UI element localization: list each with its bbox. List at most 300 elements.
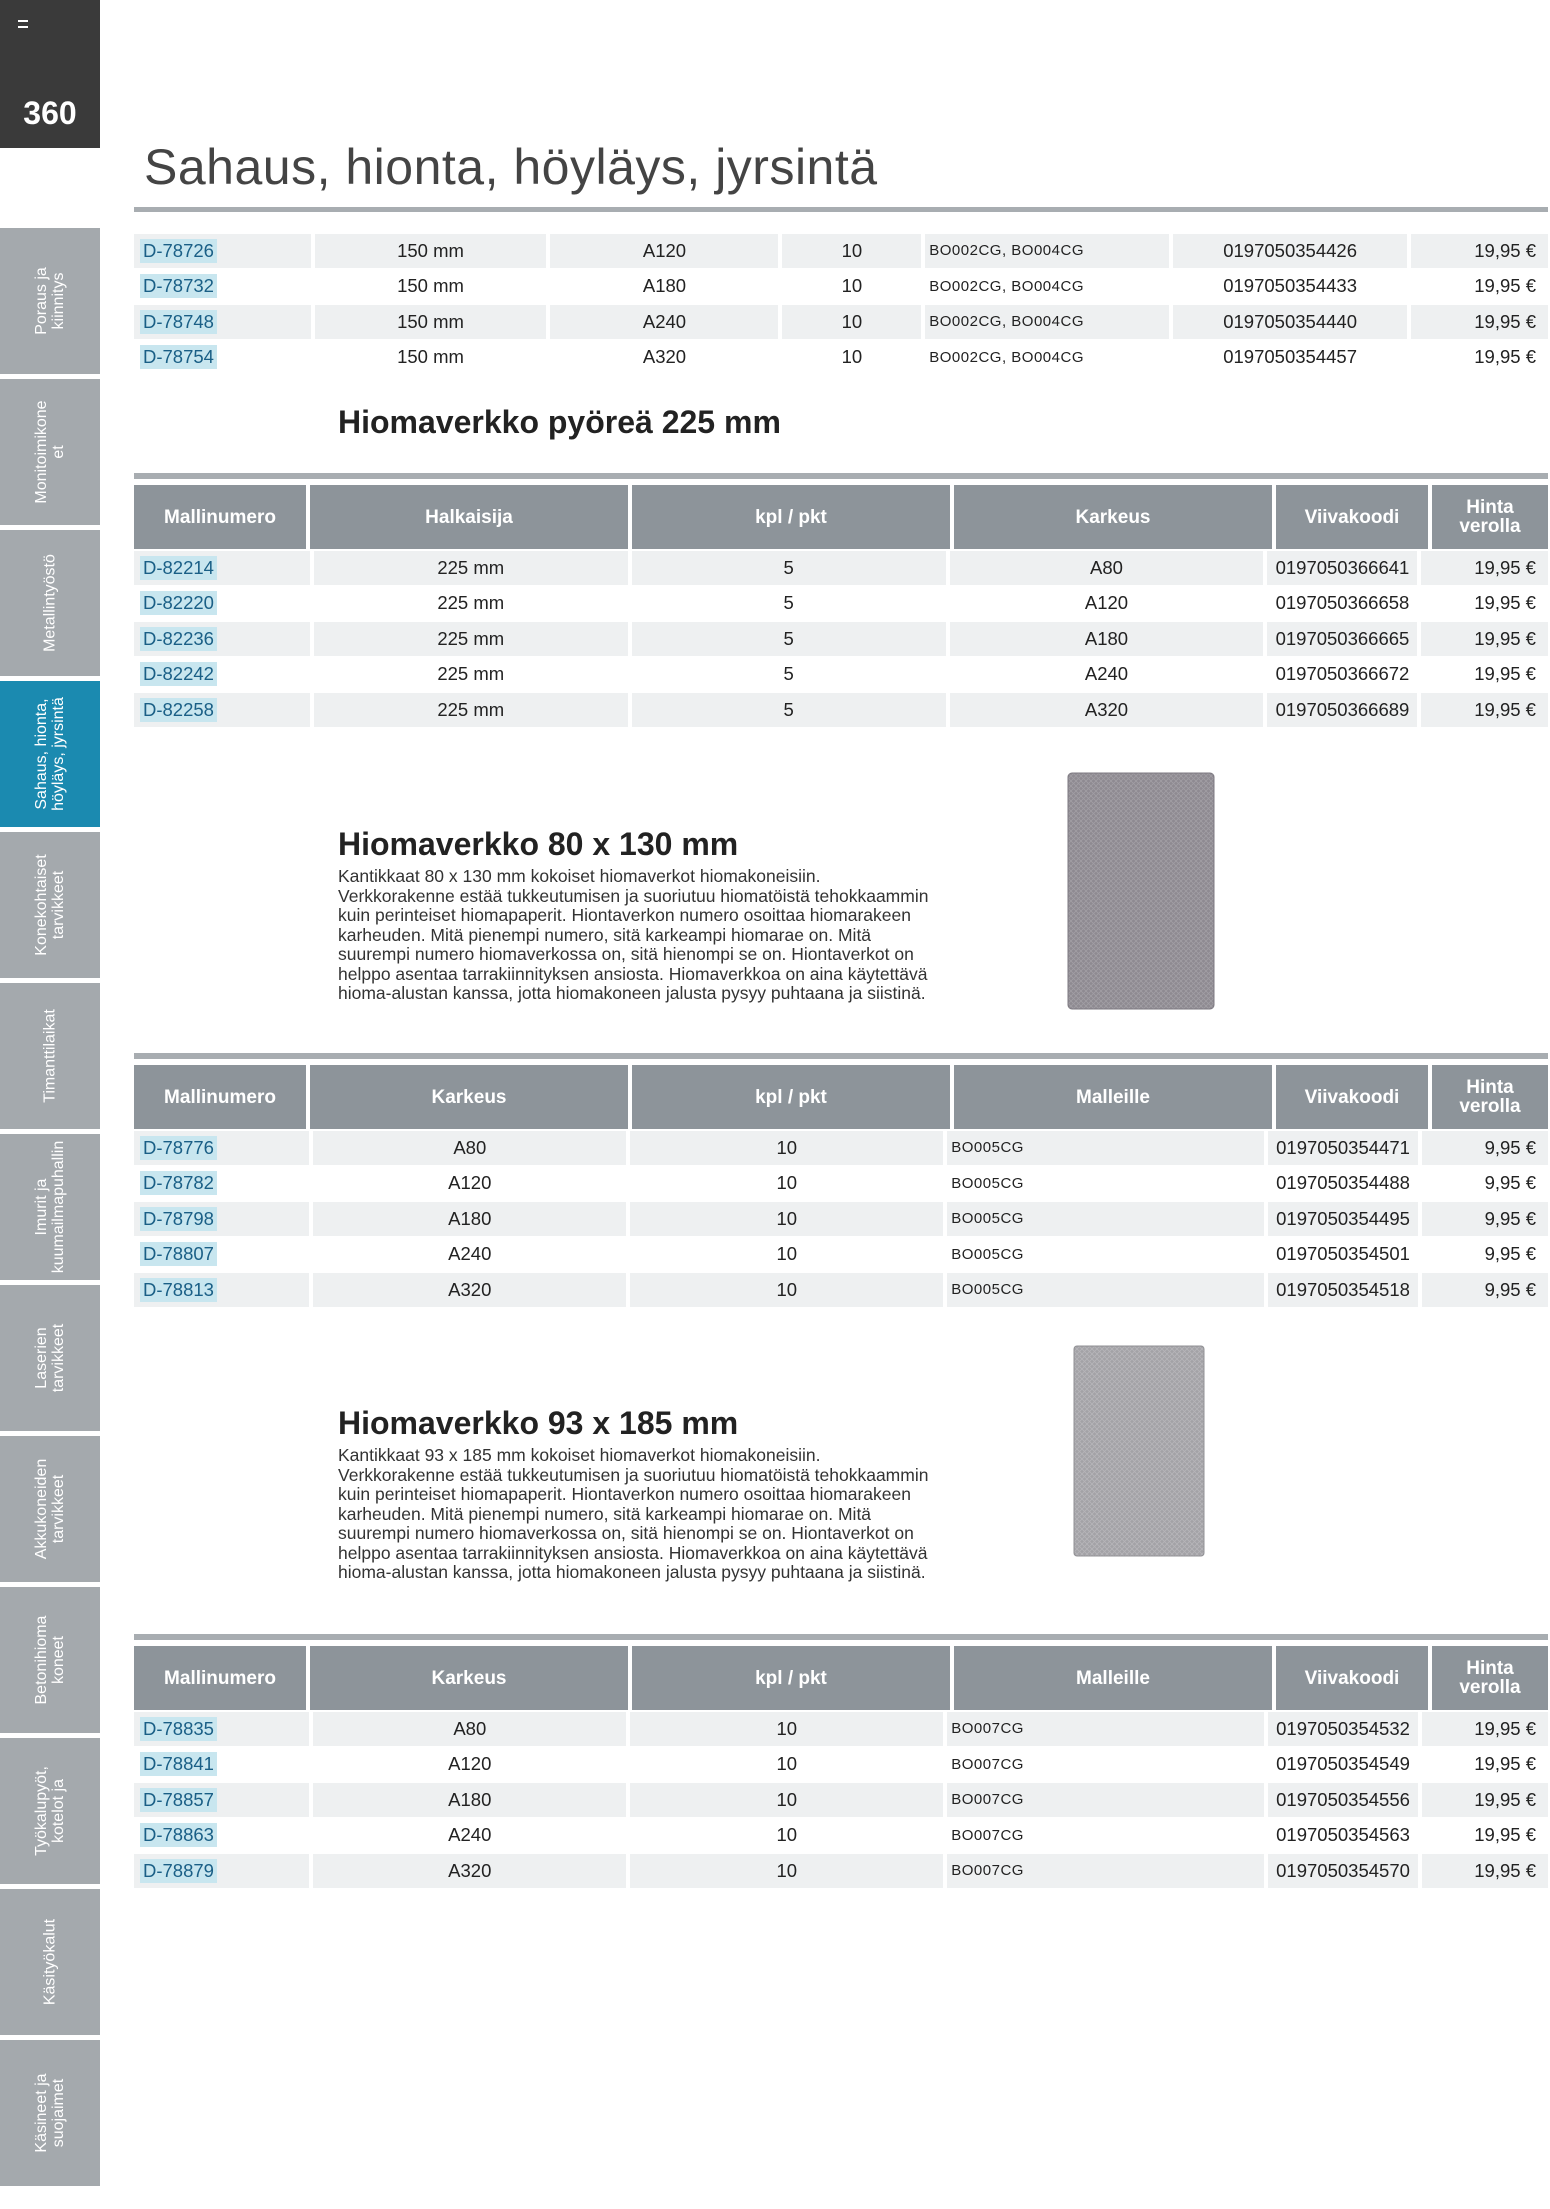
- cell-text: A320: [448, 1859, 492, 1881]
- table-cell: [1422, 1783, 1548, 1817]
- table-cell: [947, 1712, 1264, 1746]
- cell-text: 0197050354433: [1223, 275, 1357, 296]
- table-cell: [550, 340, 778, 374]
- model-number: D-78798: [140, 1207, 217, 1231]
- column-header: Hinta verolla: [1432, 1646, 1548, 1710]
- table-cell: [950, 657, 1264, 691]
- cell-text: A120: [1084, 592, 1129, 613]
- table-cell: [134, 622, 310, 656]
- column-header: kpl / pkt: [632, 1065, 950, 1129]
- cell-text: 225 mm: [437, 556, 505, 578]
- cell-text: 19,95 €: [1474, 310, 1536, 332]
- cell-text: BO007CG: [951, 1755, 1024, 1773]
- sidebar-tab-label: Imurit ja kuumailmapuhallin: [33, 1140, 67, 1274]
- table-cell: [1267, 693, 1417, 727]
- table-cell: [134, 693, 310, 727]
- cell-text: 0197050354426: [1223, 239, 1357, 261]
- table-cell: [947, 1783, 1264, 1817]
- table-cell: [630, 1783, 943, 1817]
- sidebar-tab-label: Monitoimikone et: [33, 400, 67, 504]
- sidebar-tab[interactable]: [0, 1436, 100, 1582]
- sidebar-tab-label: Metallintyöstö: [41, 554, 59, 652]
- table-cell: [632, 551, 946, 585]
- table-cell: [925, 305, 1169, 339]
- model-number: D-78754: [140, 345, 217, 369]
- table-cell: [134, 1818, 309, 1852]
- table-cell: [947, 1237, 1264, 1271]
- table-cell: [134, 1202, 309, 1236]
- cell-text: A240: [448, 1824, 492, 1845]
- table-header: [134, 1065, 1548, 1129]
- cell-text: 225 mm: [437, 627, 505, 649]
- table-cell: [630, 1131, 943, 1165]
- column-header: Hinta verolla: [1432, 1065, 1548, 1129]
- table-cell: [314, 622, 628, 656]
- cell-text: 0197050366665: [1275, 627, 1410, 649]
- cell-text: A320: [642, 346, 687, 367]
- table-cell: [1421, 551, 1548, 585]
- table-cell: [313, 1854, 626, 1888]
- column-header: Viivakoodi: [1276, 1065, 1428, 1129]
- sidebar-tab[interactable]: [0, 530, 100, 676]
- sidebar-tab[interactable]: [0, 983, 100, 1129]
- cell-text: 19,95 €: [1474, 627, 1536, 649]
- section-description-80x130: Kantikkaat 80 x 130 mm kokoiset hiomaverkot hiomakoneisiin. Verkkorakenne estää tukkeutumisen ja suoriutuu hiomatöistä tehokkaammin kuin perinteiset hiomapaperit. Hiontaverkon numero osoittaa hiomarakeen karheuden. Mitä pienempi numero, sitä karkeampi hiomarae on. Mitä suurempi numero hiomaverkossa on, sitä hienompi se on. Hiontaverkot on helppo asentaa tarrakiinnityksen ansiosta. Hiomaverkkoa on aina käytettävä hioma-alustan kanssa, jotta hiomakoneen jalusta pysyy puhtaana ja siistinä.: [338, 866, 929, 1003]
- table-cell: [782, 269, 921, 303]
- cell-text: 10: [841, 239, 863, 261]
- cell-text: A120: [448, 1753, 492, 1774]
- table-80x130: [134, 1053, 1548, 1307]
- table-cell: [950, 586, 1264, 620]
- table-cell: [1422, 1747, 1548, 1781]
- table-row: [134, 1237, 1548, 1271]
- model-number: D-82236: [140, 627, 217, 651]
- cell-text: 10: [776, 1717, 798, 1739]
- page-number: 360: [23, 95, 77, 131]
- table-cell: [313, 1712, 626, 1746]
- model-number: D-78857: [140, 1788, 217, 1812]
- table-cell: [1173, 234, 1407, 268]
- category-tabs: [0, 228, 100, 2191]
- table-cell: [1268, 1202, 1418, 1236]
- table-cell: [134, 551, 310, 585]
- table-cell: [314, 693, 628, 727]
- cell-text: 0197050354556: [1276, 1788, 1410, 1810]
- cell-text: A240: [642, 310, 687, 332]
- cell-text: 10: [776, 1278, 798, 1300]
- sidebar-tab-label: Betonihioma koneet: [33, 1615, 67, 1705]
- cell-text: 150 mm: [397, 346, 464, 367]
- category-sidebar: [0, 0, 100, 2209]
- table-cell: [1173, 340, 1407, 374]
- page-title: Sahaus, hionta, höyläys, jyrsintä: [144, 139, 878, 195]
- table-cell: [1421, 657, 1548, 691]
- cell-text: 225 mm: [437, 698, 505, 720]
- table-cell: [313, 1131, 626, 1165]
- model-number: D-78748: [140, 310, 217, 334]
- cell-text: 10: [776, 1824, 798, 1845]
- table-cell: [925, 340, 1169, 374]
- table-cell: [950, 622, 1264, 656]
- model-number: D-82242: [140, 662, 217, 686]
- menu-icon: [18, 20, 28, 28]
- model-number: D-78726: [140, 239, 217, 263]
- table-cell: [630, 1818, 943, 1852]
- cell-text: BO005CG: [951, 1174, 1024, 1192]
- table-cell: [1421, 693, 1548, 727]
- sidebar-tab[interactable]: [0, 1738, 100, 1884]
- table-divider: [134, 1634, 1548, 1640]
- table-cell: [947, 1818, 1264, 1852]
- cell-text: 225 mm: [437, 663, 505, 684]
- cell-text: A320: [1084, 698, 1129, 720]
- table-cell: [1268, 1747, 1418, 1781]
- table-cell: [950, 693, 1264, 727]
- cell-text: 0197050354495: [1276, 1207, 1410, 1229]
- cell-text: 0197050354532: [1276, 1717, 1410, 1739]
- model-number: D-82220: [140, 591, 217, 615]
- table-cell: [550, 305, 778, 339]
- table-row: [134, 1747, 1548, 1781]
- cell-text: A120: [448, 1172, 492, 1193]
- column-header: Karkeus: [954, 485, 1272, 549]
- table-cell: [134, 586, 310, 620]
- table-cell: [1411, 234, 1548, 268]
- cell-text: 9,95 €: [1484, 1207, 1536, 1229]
- sidebar-tab[interactable]: [0, 832, 100, 978]
- table-cell: [134, 305, 311, 339]
- table-150mm: [134, 232, 1548, 374]
- table-row: [134, 1818, 1548, 1852]
- model-number: D-78841: [140, 1752, 217, 1776]
- table-cell: [782, 340, 921, 374]
- table-cell: [1268, 1854, 1418, 1888]
- table-cell: [630, 1202, 943, 1236]
- cell-text: 9,95 €: [1484, 1136, 1536, 1158]
- table-row: [134, 305, 1548, 339]
- cell-text: 9,95 €: [1484, 1172, 1536, 1193]
- table-row: [134, 586, 1548, 620]
- table-cell: [925, 269, 1169, 303]
- table-cell: [1422, 1854, 1548, 1888]
- cell-text: 19,95 €: [1474, 1824, 1536, 1845]
- sanding-mesh-80x130-image: [1066, 771, 1216, 1011]
- sidebar-tab-label: Konekohtaiset tarvikkeet: [33, 854, 67, 956]
- sidebar-tab[interactable]: [0, 379, 100, 525]
- table-cell: [1422, 1131, 1548, 1165]
- sidebar-tab[interactable]: [0, 1587, 100, 1733]
- table-cell: [313, 1202, 626, 1236]
- section-heading-93x185: Hiomaverkko 93 x 185 mm: [338, 1405, 739, 1441]
- table-cell: [1268, 1131, 1418, 1165]
- cell-text: 5: [783, 663, 794, 684]
- table-row: [134, 693, 1548, 727]
- table-row: [134, 622, 1548, 656]
- table-cell: [1422, 1712, 1548, 1746]
- cell-text: 10: [776, 1859, 798, 1881]
- table-cell: [134, 1783, 309, 1817]
- table-divider: [134, 473, 1548, 479]
- cell-text: 5: [783, 592, 794, 613]
- cell-text: 10: [841, 346, 863, 367]
- sanding-mesh-93x185-image: [1072, 1344, 1206, 1558]
- table-225mm: [134, 473, 1548, 727]
- cell-text: A80: [1090, 556, 1123, 578]
- cell-text: 0197050354488: [1276, 1172, 1410, 1193]
- cell-text: BO007CG: [951, 1826, 1024, 1844]
- cell-text: 225 mm: [437, 592, 505, 613]
- table-row: [134, 1783, 1548, 1817]
- table-row: [134, 269, 1548, 303]
- column-header: Malleille: [954, 1065, 1272, 1129]
- table-cell: [313, 1166, 626, 1200]
- section-heading-225mm: Hiomaverkko pyöreä 225 mm: [338, 404, 781, 440]
- cell-text: A180: [448, 1207, 492, 1229]
- cell-text: 10: [841, 275, 863, 296]
- table-cell: [1422, 1237, 1548, 1271]
- sidebar-tab[interactable]: [0, 2040, 100, 2186]
- model-number: D-78732: [140, 274, 217, 298]
- cell-text: 0197050354563: [1276, 1824, 1410, 1845]
- cell-text: BO005CG: [951, 1245, 1024, 1263]
- table-cell: [630, 1712, 943, 1746]
- cell-text: 10: [776, 1788, 798, 1810]
- cell-text: 10: [776, 1172, 798, 1193]
- column-header: kpl / pkt: [632, 1646, 950, 1710]
- table-row: [134, 1273, 1548, 1307]
- table-cell: [550, 234, 778, 268]
- table-cell: [134, 234, 311, 268]
- table-cell: [632, 586, 946, 620]
- cell-text: 0197050366641: [1275, 556, 1410, 578]
- cell-text: 19,95 €: [1474, 1859, 1536, 1881]
- column-header: Mallinumero: [134, 1065, 306, 1129]
- table-cell: [134, 1747, 309, 1781]
- table-cell: [314, 657, 628, 691]
- cell-text: 10: [841, 310, 863, 332]
- cell-text: 0197050366672: [1275, 663, 1410, 684]
- table-cell: [632, 622, 946, 656]
- model-number: D-78863: [140, 1823, 217, 1847]
- table-cell: [313, 1747, 626, 1781]
- table-cell: [134, 269, 311, 303]
- column-header: Malleille: [954, 1646, 1272, 1710]
- table-row: [134, 657, 1548, 691]
- cell-text: 150 mm: [397, 239, 464, 261]
- table-cell: [134, 1237, 309, 1271]
- table-cell: [632, 657, 946, 691]
- cell-text: BO002CG, BO004CG: [929, 242, 1084, 259]
- column-header: Mallinumero: [134, 1646, 306, 1710]
- table-cell: [630, 1273, 943, 1307]
- model-number: D-78813: [140, 1278, 217, 1302]
- column-header: Hinta verolla: [1432, 485, 1548, 549]
- table-cell: [313, 1818, 626, 1852]
- table-cell: [950, 551, 1264, 585]
- cell-text: 0197050354457: [1223, 346, 1357, 367]
- table-cell: [314, 586, 628, 620]
- table-row: [134, 1712, 1548, 1746]
- table-cell: [1268, 1783, 1418, 1817]
- table-cell: [1422, 1166, 1548, 1200]
- table-cell: [947, 1854, 1264, 1888]
- cell-text: BO005CG: [951, 1281, 1024, 1298]
- cell-text: 150 mm: [397, 310, 464, 332]
- table-cell: [1267, 657, 1417, 691]
- column-header: kpl / pkt: [632, 485, 950, 549]
- cell-text: 19,95 €: [1474, 346, 1536, 367]
- sidebar-tab-label: Sahaus, hionta, höyläys, jyrsintä: [33, 697, 67, 811]
- table-row: [134, 1131, 1548, 1165]
- cell-text: 19,95 €: [1474, 698, 1536, 720]
- sidebar-tab-label: Akkukoneiden tarvikkeet: [33, 1458, 67, 1560]
- table-cell: [313, 1273, 626, 1307]
- table-body: [134, 234, 1548, 375]
- table-cell: [1411, 305, 1548, 339]
- table-cell: [1268, 1273, 1418, 1307]
- cell-text: 0197050354570: [1276, 1859, 1410, 1881]
- model-number: D-78807: [140, 1242, 217, 1266]
- cell-text: 9,95 €: [1484, 1278, 1536, 1300]
- table-cell: [134, 657, 310, 691]
- cell-text: A240: [1084, 663, 1129, 684]
- cell-text: 19,95 €: [1474, 1753, 1536, 1774]
- table-cell: [134, 340, 311, 374]
- table-cell: [632, 693, 946, 727]
- table-cell: [313, 1783, 626, 1817]
- model-number: D-82258: [140, 698, 217, 722]
- table-cell: [947, 1747, 1264, 1781]
- cell-text: A180: [1084, 627, 1129, 649]
- cell-text: A240: [448, 1243, 492, 1264]
- cell-text: 10: [776, 1753, 798, 1774]
- table-cell: [134, 1131, 309, 1165]
- table-cell: [630, 1166, 943, 1200]
- table-cell: [630, 1854, 943, 1888]
- cell-text: 19,95 €: [1474, 592, 1536, 613]
- table-cell: [134, 1712, 309, 1746]
- cell-text: A180: [448, 1788, 492, 1810]
- page-number-block: [0, 0, 100, 148]
- cell-text: 0197050354501: [1276, 1243, 1410, 1264]
- table-cell: [1267, 551, 1417, 585]
- cell-text: BO002CG, BO004CG: [929, 348, 1084, 366]
- table-divider: [134, 1053, 1548, 1059]
- cell-text: BO007CG: [951, 1791, 1024, 1808]
- cell-text: BO007CG: [951, 1862, 1024, 1879]
- table-cell: [1268, 1818, 1418, 1852]
- cell-text: BO007CG: [951, 1720, 1024, 1737]
- table-cell: [947, 1273, 1264, 1307]
- table-cell: [1173, 269, 1407, 303]
- table-cell: [1268, 1237, 1418, 1271]
- table-cell: [1411, 340, 1548, 374]
- cell-text: 19,95 €: [1474, 239, 1536, 261]
- cell-text: 19,95 €: [1474, 1788, 1536, 1810]
- table-cell: [315, 234, 547, 268]
- table-cell: [313, 1237, 626, 1271]
- table-cell: [925, 234, 1169, 268]
- sidebar-tab-label: Poraus ja kiinnitys: [33, 267, 67, 335]
- column-header: Karkeus: [310, 1646, 628, 1710]
- cell-text: A80: [453, 1717, 487, 1739]
- column-header: Mallinumero: [134, 485, 306, 549]
- table-body: [134, 1712, 1548, 1888]
- cell-text: 0197050354440: [1223, 310, 1357, 332]
- cell-text: 0197050354549: [1276, 1753, 1410, 1774]
- table-body: [134, 1131, 1548, 1307]
- cell-text: BO002CG, BO004CG: [929, 313, 1084, 330]
- table-cell: [1268, 1166, 1418, 1200]
- cell-text: 19,95 €: [1474, 556, 1536, 578]
- table-cell: [315, 340, 547, 374]
- sidebar-tab-label: Timanttilaikat: [41, 1009, 59, 1103]
- table-header: [134, 485, 1548, 549]
- section-description-93x185: Kantikkaat 93 x 185 mm kokoiset hiomaverkot hiomakoneisiin. Verkkorakenne estää tukkeutumisen ja suoriutuu hiomatöistä tehokkaammin kuin perinteiset hiomapaperit. Hiontaverkon numero osoittaa hiomarakeen karheuden. Mitä pienempi numero, sitä karkeampi hiomarae on. Mitä suurempi numero hiomaverkossa on, sitä hienompi se on. Hiontaverkot on helppo asentaa tarrakiinnityksen ansiosta. Hiomaverkkoa on aina käytettävä hioma-alustan kanssa, jotta hiomakoneen jalusta pysyy puhtaana ja siistinä.: [338, 1445, 929, 1582]
- cell-text: 5: [783, 627, 794, 649]
- table-row: [134, 1166, 1548, 1200]
- cell-text: 0197050354471: [1276, 1136, 1410, 1158]
- cell-text: 0197050354518: [1276, 1278, 1410, 1300]
- table-cell: [1411, 269, 1548, 303]
- table-cell: [315, 269, 547, 303]
- sidebar-tab[interactable]: [0, 1889, 100, 2035]
- model-number: D-78835: [140, 1717, 217, 1741]
- table-cell: [1421, 586, 1548, 620]
- cell-text: 0197050366689: [1275, 698, 1410, 720]
- cell-text: 0197050366658: [1275, 592, 1410, 613]
- cell-text: A180: [642, 275, 687, 296]
- model-number: D-78879: [140, 1859, 217, 1883]
- table-row: [134, 234, 1548, 268]
- cell-text: 10: [776, 1207, 798, 1229]
- sidebar-tab[interactable]: [0, 1285, 100, 1431]
- cell-text: A320: [448, 1278, 492, 1300]
- table-row: [134, 340, 1548, 374]
- sidebar-tab[interactable]: [0, 228, 100, 374]
- column-header: Viivakoodi: [1276, 485, 1428, 549]
- sidebar-tab-label: Käsityökalut: [41, 1918, 59, 2006]
- cell-text: 9,95 €: [1484, 1243, 1536, 1264]
- cell-text: BO005CG: [951, 1139, 1024, 1156]
- table-cell: [1268, 1712, 1418, 1746]
- cell-text: 5: [783, 556, 794, 578]
- table-cell: [947, 1131, 1264, 1165]
- table-cell: [947, 1202, 1264, 1236]
- cell-text: 150 mm: [397, 275, 464, 296]
- table-cell: [1267, 586, 1417, 620]
- table-cell: [1422, 1818, 1548, 1852]
- section-heading-80x130: Hiomaverkko 80 x 130 mm: [338, 826, 739, 862]
- sidebar-tab-label: Laserien tarvikkeet: [33, 1323, 67, 1393]
- table-cell: [1173, 305, 1407, 339]
- model-number: D-82214: [140, 556, 217, 580]
- table-cell: [134, 1854, 309, 1888]
- table-cell: [1421, 622, 1548, 656]
- table-cell: [315, 305, 547, 339]
- table-cell: [134, 1273, 309, 1307]
- table-row: [134, 551, 1548, 585]
- cell-text: 19,95 €: [1474, 663, 1536, 684]
- sidebar-tab-label: Käsineet ja suojaimet: [33, 2073, 67, 2153]
- table-cell: [782, 305, 921, 339]
- table-body: [134, 551, 1548, 727]
- cell-text: 19,95 €: [1474, 1717, 1536, 1739]
- sidebar-tab[interactable]: [0, 681, 100, 827]
- cell-text: BO005CG: [951, 1210, 1024, 1227]
- sidebar-tab[interactable]: [0, 1134, 100, 1280]
- table-cell: [1267, 622, 1417, 656]
